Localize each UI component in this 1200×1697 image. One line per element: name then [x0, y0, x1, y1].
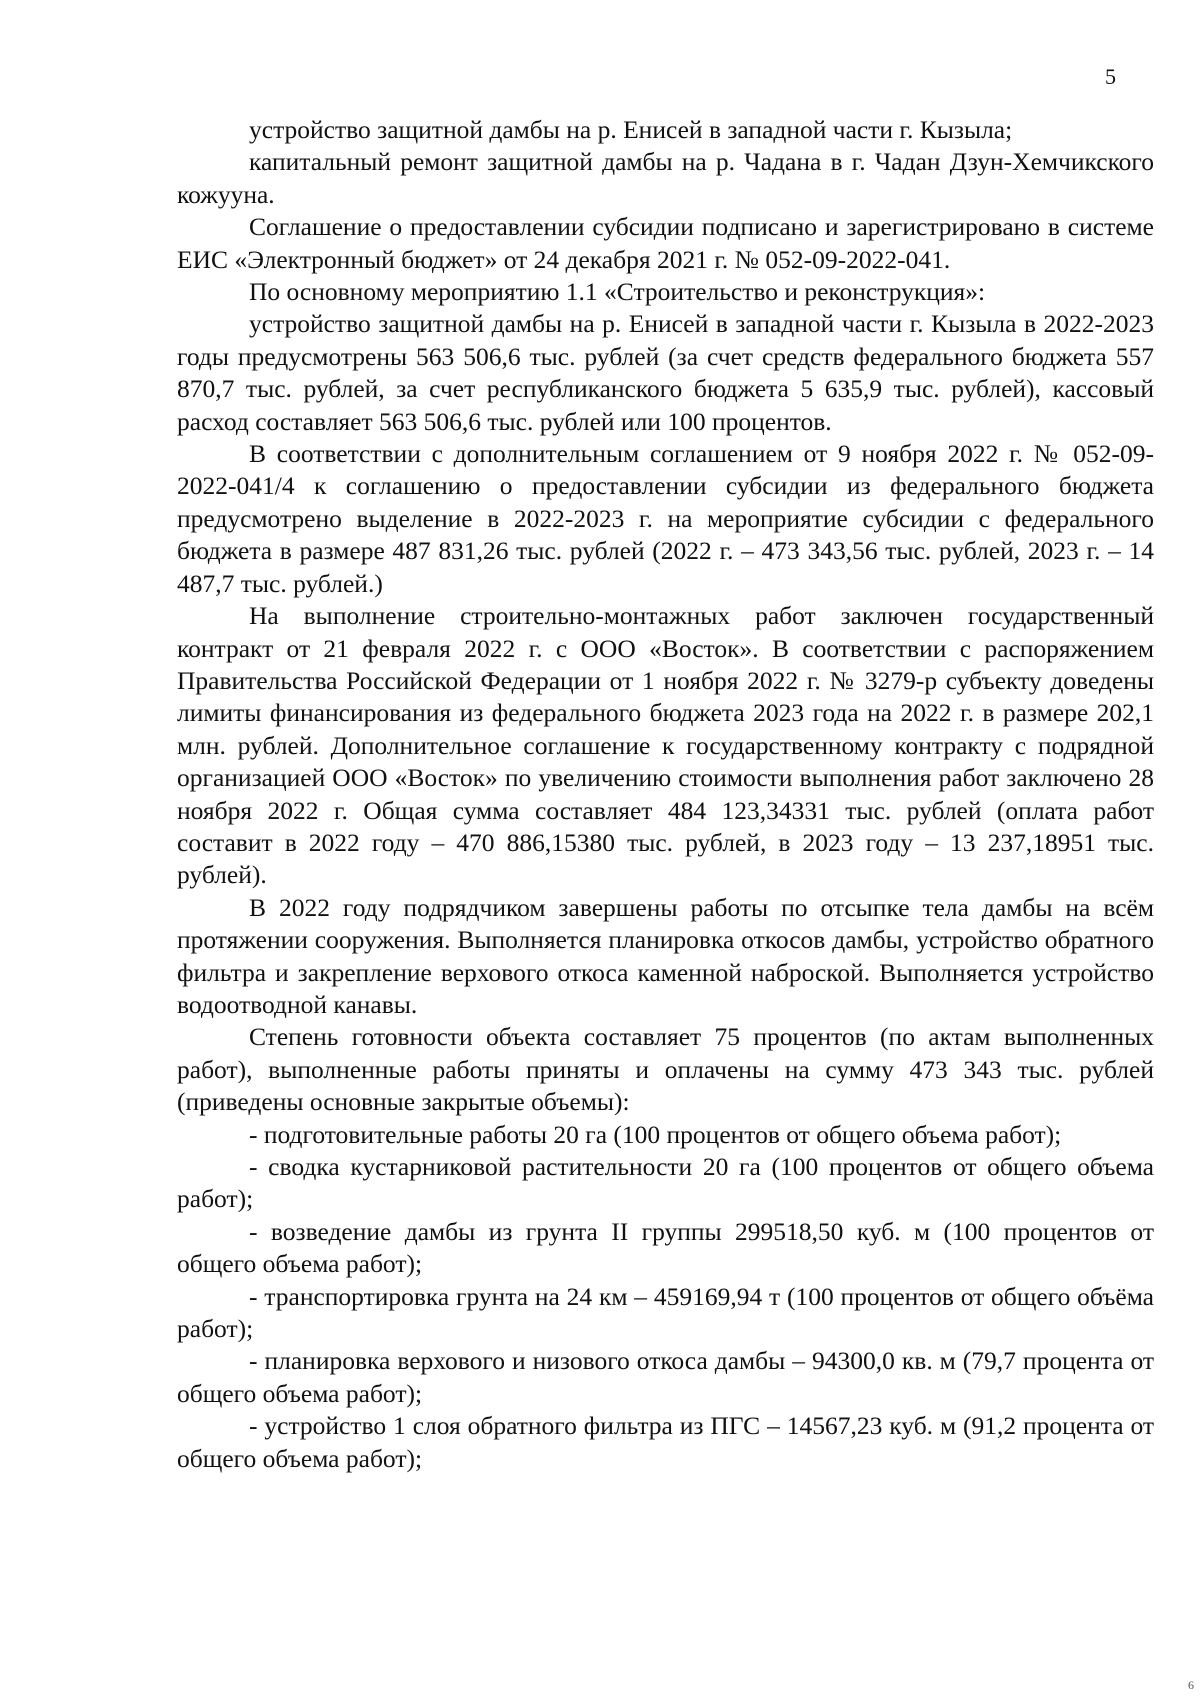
page-number: 5	[1105, 64, 1116, 89]
paragraph: В соответствии с дополнительным соглашением от 9 ноября 2022 г. № 052-09-2022-041/4 к соглашению о предоставлении субсидии из федерального бюджета предусмотрено выделение в 2022-2023 г. на мероприятие субсидии с федерального бюджета в размере 487 831,26 тыс. рублей (2022 г. – 473 343,56 тыс. рублей, 2023 г. – 14 487,7 тыс. рублей.)	[177, 439, 1154, 598]
paragraph: устройство защитной дамбы на р. Енисей в западной части г. Кызыла;	[249, 115, 1013, 144]
next-page-mark: 6	[1188, 1678, 1194, 1692]
list-item: - транспортировка грунта на 24 км – 459169,94 т (100 процентов от общего объёма работ);	[177, 1281, 1154, 1344]
list-item: - возведение дамбы из грунта II группы 299518,50 куб. м (100 процентов от общего объема работ);	[177, 1216, 1154, 1279]
document-body	[177, 114, 1154, 1475]
list-item: - планировка верхового и низового откоса дамбы – 94300,0 кв. м (79,7 процента от общего объема работ);	[177, 1346, 1154, 1408]
paragraph: На выполнение строительно-монтажных работ заключен государственный контракт от 21 февраля 2022 г. с ООО «Восток». В соответствии с распоряжением Правительства Российской Федерации от 1 ноября 2022 г. № 3279-р субъекту доведены лимиты финансирования из федерального бюджета 2023 года на 2022 г. в размере 202,1 млн. рублей. Дополнительное соглашение к государственному контракту с подрядной организацией ООО «Восток» по увеличению стоимости выполнения работ заключено 28 ноября 2022 г. Общая сумма составляет 484 123,34331 тыс. рублей (оплата работ составит в 2022 году – 470 886,15380 тыс. рублей, в 2023 году – 13 237,18951 тыс. рублей).	[177, 601, 1154, 890]
paragraph: Соглашение о предоставлении субсидии подписано и зарегистрировано в системе ЕИС «Электронный бюджет» от 24 декабря 2021 г. № 052-09-2022-041.	[177, 212, 1154, 274]
paragraph: В 2022 году подрядчиком завершены работы по отсыпке тела дамбы на всём протяжении сооружения. Выполняется планировка откосов дамбы, устройство обратного фильтра и закрепление верхового откоса каменной наброской. Выполняется устройство водоотводной канавы.	[177, 892, 1154, 1019]
paragraph: По основному мероприятию 1.1 «Строительство и реконструкция»:	[249, 277, 986, 307]
paragraph: капитальный ремонт защитной дамбы на р. Чадана в г. Чадан Дзун-Хемчикского кожууна.	[177, 147, 1154, 209]
paragraph: устройство защитной дамбы на р. Енисей в западной части г. Кызыла в 2022-2023 годы предусмотрены 563 506,6 тыс. рублей (за счет средств федерального бюджета 557 870,7 тыс. рублей, за счет республиканского бюджета 5 635,9 тыс. рублей), кассовый расход составляет 563 506,6 тыс. рублей или 100 процентов.	[177, 309, 1154, 436]
list-item: - подготовительные работы 20 га (100 процентов от общего объема работ);	[249, 1119, 1062, 1149]
list-item: - устройство 1 слоя обратного фильтра из ПГС – 14567,23 куб. м (91,2 процента от общего объема работ);	[177, 1411, 1154, 1473]
list-item: - сводка кустарниковой растительности 20 га (100 процентов от общего объема работ);	[177, 1152, 1154, 1214]
paragraph: Степень готовности объекта составляет 75 процентов (по актам выполненных работ), выполненные работы приняты и оплачены на сумму 473 343 тыс. рублей (приведены основные закрытые объемы):	[177, 1022, 1154, 1117]
